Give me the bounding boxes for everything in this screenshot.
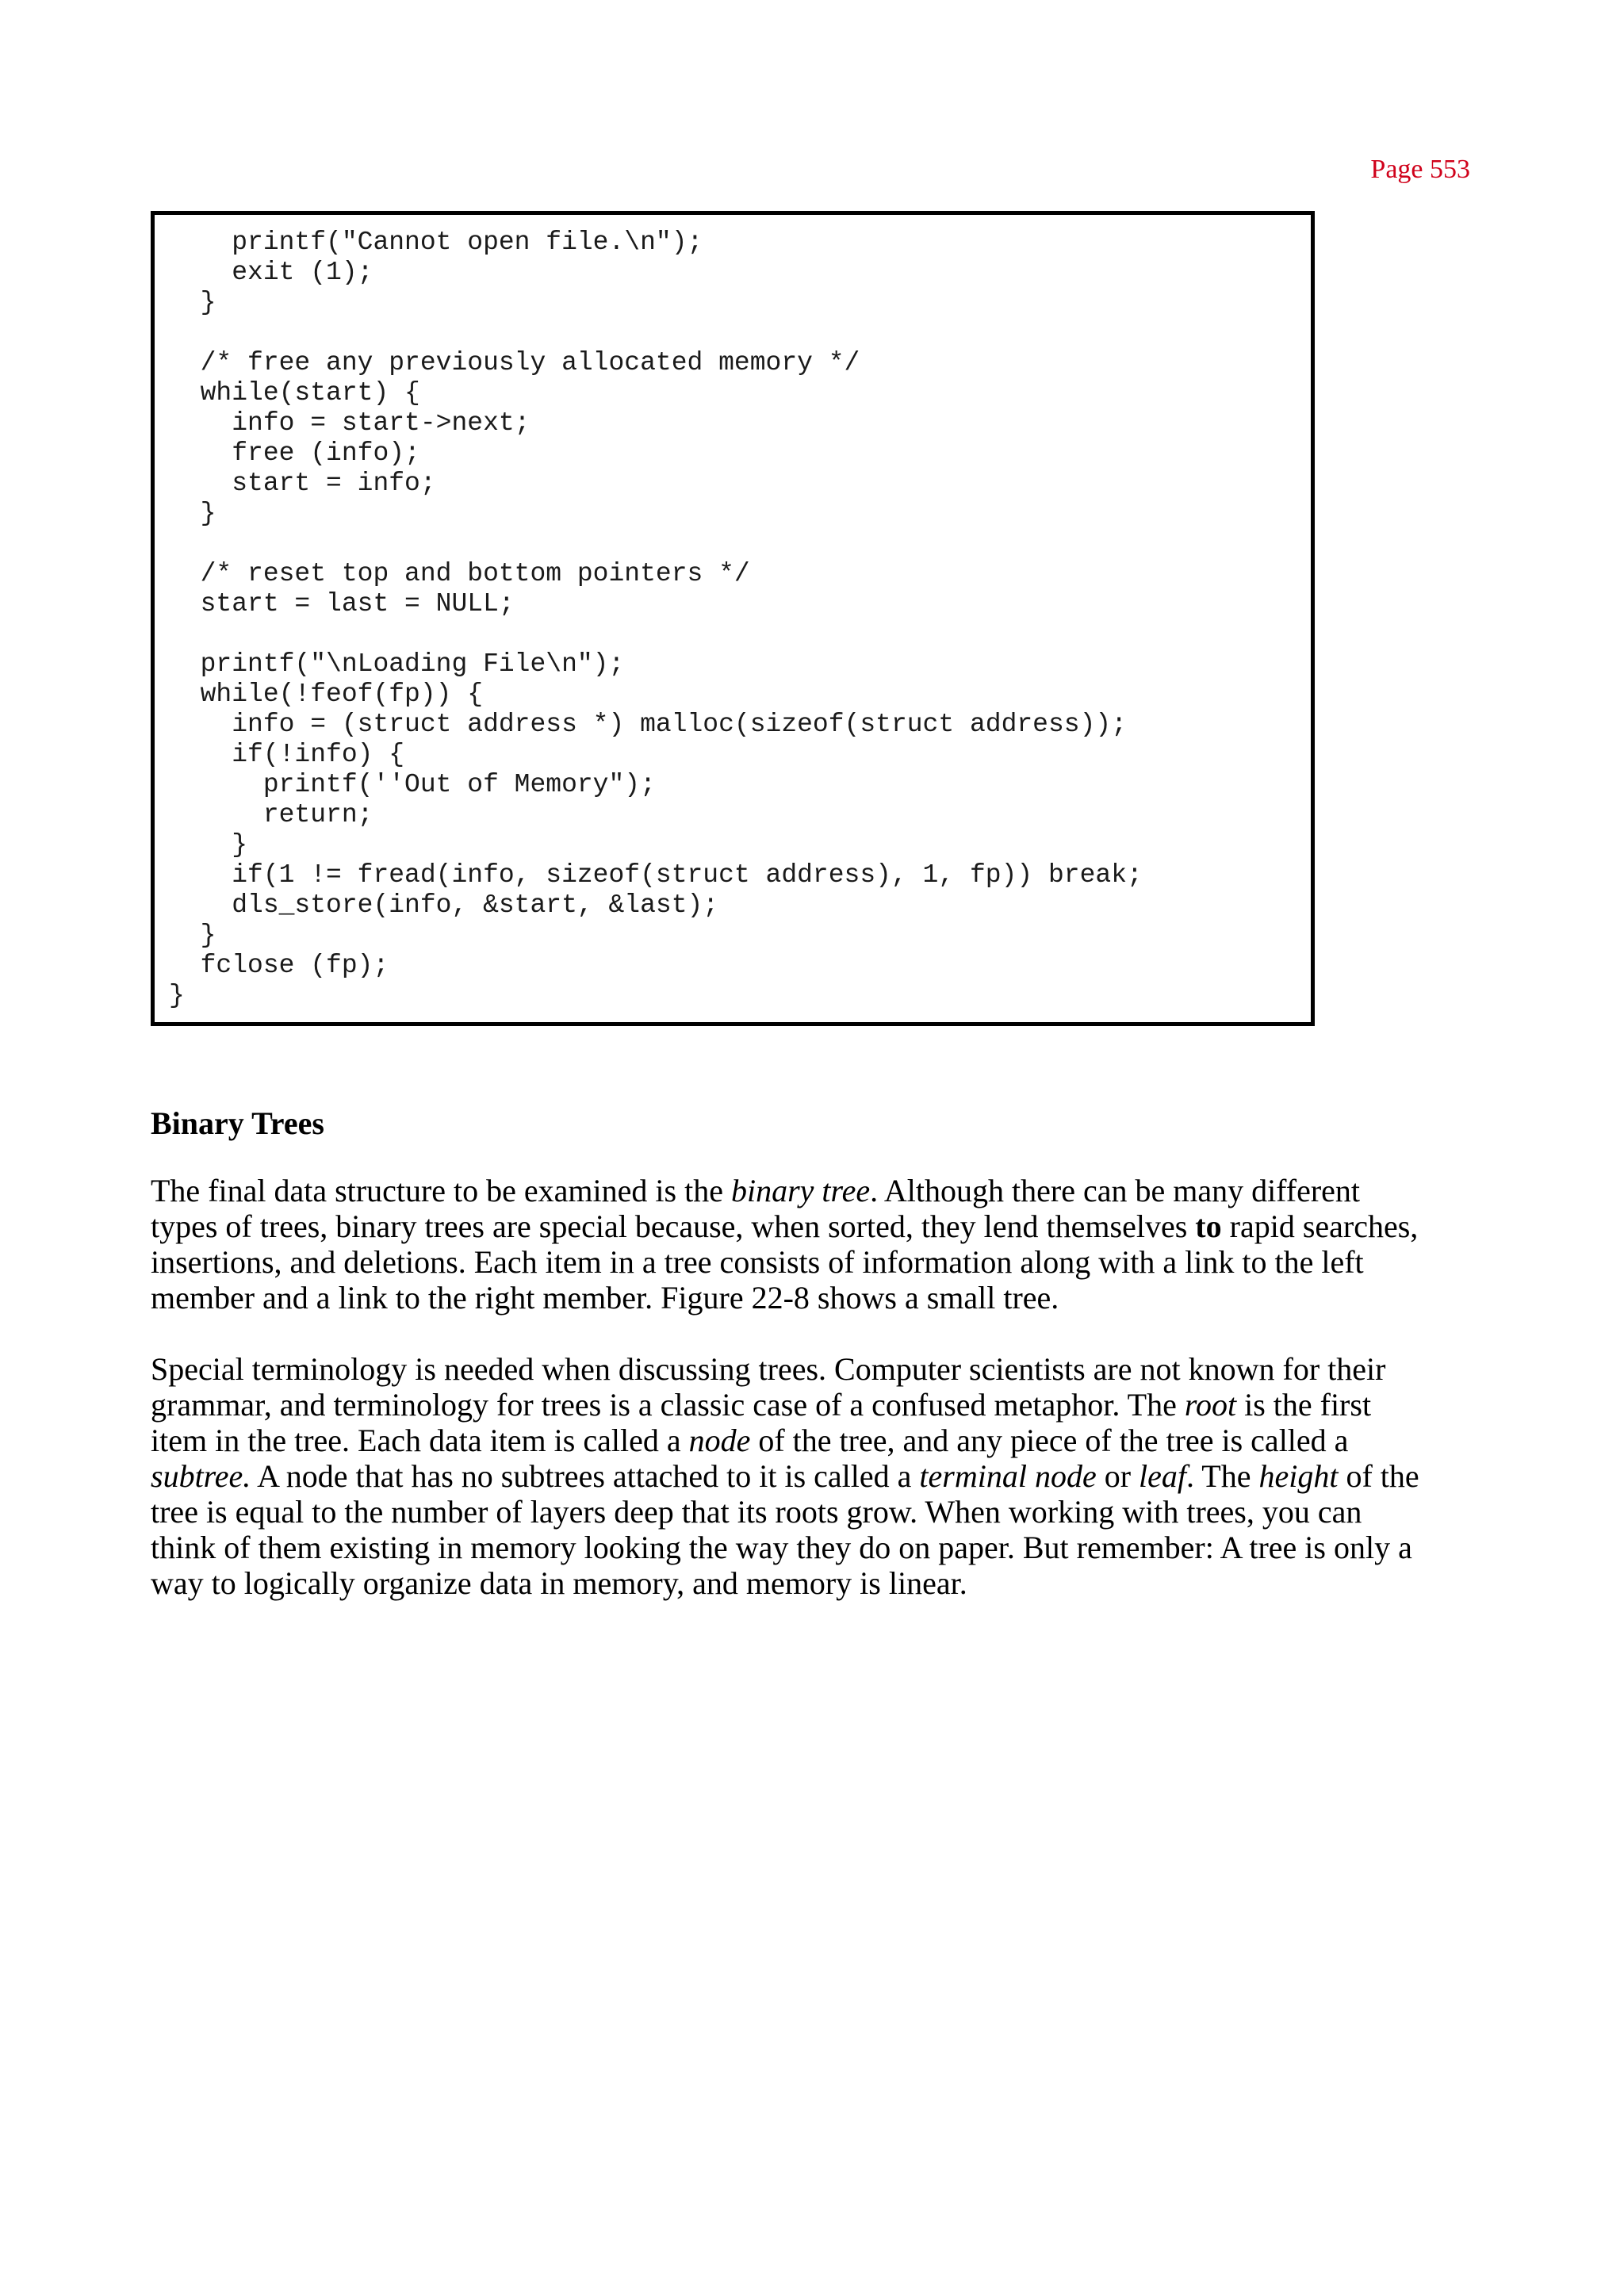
code-line: free (info); <box>169 439 420 468</box>
code-line: printf(''Out of Memory"); <box>169 770 656 799</box>
paragraph-binary-tree-intro <box>151 1173 1483 1316</box>
text-line: Special terminology is needed when discussing trees. Computer scientists are not known for their <box>151 1351 1386 1387</box>
text-line: tree is equal to the number of layers deep that its roots grow. When working with trees, you can <box>151 1494 1362 1530</box>
text-line: insertions, and deletions. Each item in a tree consists of information along with a link to the left <box>151 1244 1364 1280</box>
text-line: think of them existing in memory looking the way they do on paper. But remember: A tree is only a <box>151 1530 1412 1565</box>
code-line: printf("Cannot open file.\n"); <box>169 228 703 257</box>
code-line <box>169 619 1303 649</box>
text-line: types of trees, binary trees are special because, when sorted, they lend themselves to rapid searches, <box>151 1208 1419 1244</box>
code-line: } <box>169 981 185 1010</box>
text-line: way to logically organize data in memory, and memory is linear. <box>151 1565 967 1601</box>
page-number: Page 553 <box>1370 155 1470 184</box>
text-line: grammar, and terminology for trees is a classic case of a confused metaphor. The root is the first <box>151 1387 1372 1423</box>
italic-term: height <box>1258 1458 1339 1494</box>
italic-term: subtree. <box>151 1458 251 1494</box>
text-line: The final data structure to be examined is the binary tree. Although there can be many different <box>151 1173 1361 1208</box>
text-line: item in the tree. Each data item is called a node of the tree, and any piece of the tree is called a <box>151 1423 1349 1458</box>
bold-word: to <box>1195 1208 1222 1244</box>
code-line: dls_store(info, &start, &last); <box>169 890 719 920</box>
text-line: member and a link to the right member. Figure 22-8 shows a small tree. <box>151 1280 1059 1316</box>
code-line <box>169 318 1303 348</box>
italic-term: terminal node <box>919 1458 1097 1494</box>
code-line: printf("\nLoading File\n"); <box>169 649 625 679</box>
code-listing <box>151 211 1315 1026</box>
italic-term: binary tree <box>730 1173 871 1208</box>
code-line: while(!feof(fp)) { <box>169 680 484 709</box>
code-line: } <box>169 830 248 860</box>
italic-term: leaf <box>1139 1458 1187 1494</box>
code-line: fclose (fp); <box>169 951 389 980</box>
italic-term: root <box>1184 1387 1237 1423</box>
section-heading: Binary Trees <box>151 1105 324 1141</box>
code-line: if(1 != fread(info, sizeof(struct address), 1, fp)) break; <box>169 860 1143 890</box>
code-line: } <box>169 499 216 528</box>
code-line: exit (1); <box>169 258 373 287</box>
code-line: start = last = NULL; <box>169 589 515 618</box>
code-line: start = info; <box>169 469 436 498</box>
text-line: subtree. A node that has no subtrees attached to it is called a terminal node or leaf. The height of the <box>151 1458 1419 1494</box>
code-line: while(start) { <box>169 378 420 408</box>
code-line: } <box>169 288 216 317</box>
code-line: info = (struct address *) malloc(sizeof(struct address)); <box>169 710 1127 739</box>
code-line: if(!info) { <box>169 740 405 769</box>
italic-term: node <box>688 1423 751 1458</box>
code-line <box>169 529 1303 559</box>
code-line: /* free any previously allocated memory */ <box>169 348 860 377</box>
code-line: } <box>169 921 216 950</box>
code-line: /* reset top and bottom pointers */ <box>169 559 750 588</box>
paragraph-tree-terminology <box>151 1351 1483 1601</box>
code-line: return; <box>169 800 373 829</box>
code-line: info = start->next; <box>169 408 530 438</box>
